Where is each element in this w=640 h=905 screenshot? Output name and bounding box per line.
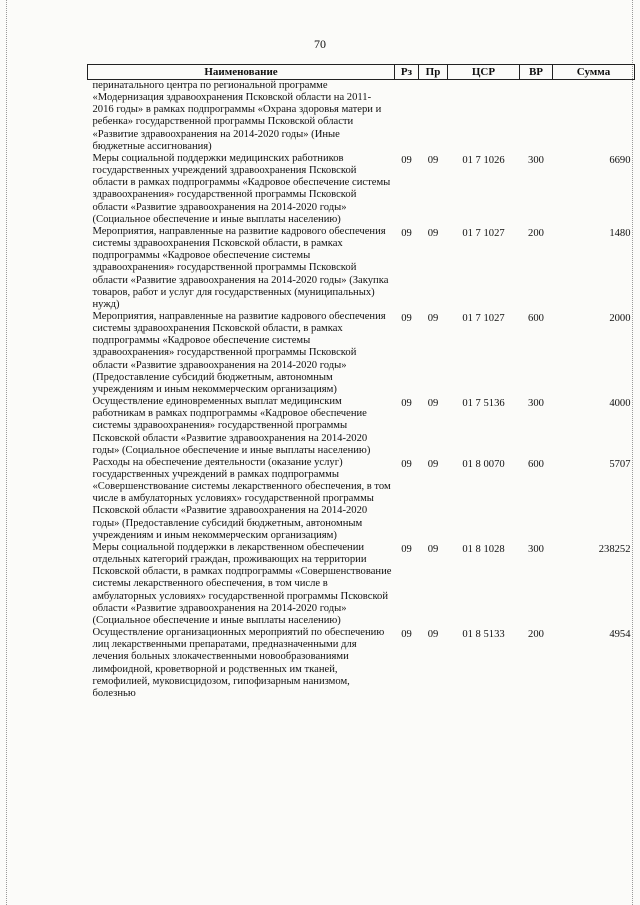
row-pr: 09 (427, 227, 439, 239)
row-rz: 09 (401, 227, 412, 239)
table-row (88, 542, 635, 627)
row-vr: 300 (528, 398, 544, 410)
row-csr: 01 8 0070 (462, 458, 505, 470)
row-csr (448, 80, 520, 153)
table-row (88, 627, 635, 700)
table-row (88, 396, 635, 457)
row-vr: 600 (528, 458, 544, 470)
row-csr: 01 7 1027 (462, 227, 505, 239)
row-sum: 6690 (609, 154, 631, 166)
table-row (88, 80, 635, 153)
row-csr: 01 7 1026 (462, 154, 505, 166)
row-name: Расходы на обеспечение деятельности (оказание услуг) государственных учреждений в рамках подпрограммы «Совершенствование системы лекарственного обеспечения, в том числе в амбулаторных условиях» государственной программы Псковской области «Развитие здравоохранения на 2014-2020 годы» (Предоставление субсидий бюджетным, автономным учреждениям и иным некоммерческим организациям) (92, 456, 391, 541)
row-vr (520, 80, 553, 153)
row-name: Меры социальной поддержки медицинских работников государственных учреждений здравоохранения Псковской области в рамках подпрограммы «Кадровое обеспечение системы здравоохранения» государственной программы Псковской области «Развитие здравоохранения на 2014-2020 годы» (Социальное обеспечение и иные выплаты населению) (92, 152, 391, 225)
row-pr: 09 (427, 458, 439, 470)
row-pr: 09 (427, 543, 439, 555)
header-name: Наименование (88, 65, 395, 80)
row-vr: 600 (528, 312, 544, 324)
row-sum: 5707 (609, 458, 631, 470)
row-sum: 238252 (598, 543, 631, 555)
row-sum (553, 80, 635, 153)
row-pr: 09 (427, 398, 439, 410)
header-pr: Пр (419, 65, 448, 80)
left-scan-edge (6, 0, 8, 905)
row-pr: 09 (427, 154, 439, 166)
table-row (88, 153, 635, 226)
row-pr: 09 (427, 629, 439, 641)
row-name: перинатального центра по региональной программе «Модернизация здравоохранения Псковской области на 2011-2016 годы» в рамках подпрограммы «Охрана здоровья матери и ребенка» государственной программы Псковской области «Развитие здравоохранения на 2014-2020 годы» (Иные бюджетные ассигнования) (92, 80, 382, 152)
budget-table (87, 64, 635, 700)
row-name: Мероприятия, направленные на развитие кадрового обеспечения системы здравоохранения Псковской области, в рамках подпрограммы «Кадровое обеспечение системы здравоохранения» государственной программы Псковской области «Развитие здравоохранения на 2014-2020 годы» (Закупка товаров, работ и услуг для государственных (муниципальных) нужд) (92, 225, 389, 310)
row-sum: 4954 (609, 629, 631, 641)
row-pr: 09 (427, 312, 439, 324)
table-row (88, 311, 635, 396)
table-header-row (88, 65, 635, 80)
row-sum: 4000 (609, 398, 631, 410)
row-vr: 300 (528, 154, 544, 166)
row-name: Мероприятия, направленные на развитие кадрового обеспечения системы здравоохранения Псковской области, в рамках подпрограммы «Кадровое обеспечение системы здравоохранения» государственной программы Псковской области «Развитие здравоохранения на 2014-2020 годы» (Предоставление субсидий бюджетным, автономным учреждениям и иным некоммерческим организациям) (92, 310, 386, 395)
table-row (88, 457, 635, 542)
row-sum: 2000 (609, 312, 631, 324)
row-rz: 09 (401, 543, 412, 555)
row-rz: 09 (401, 312, 412, 324)
page-number: 70 (314, 37, 326, 51)
header-rz: Рз (395, 65, 419, 80)
row-name: Осуществление единовременных выплат медицинским работникам в рамках подпрограммы «Кадровое обеспечение системы здравоохранения» государственной программы Псковской области «Развитие здравоохранения на 2014-2020 годы» (Социальное обеспечение и иные выплаты населению) (92, 396, 371, 456)
row-csr: 01 7 5136 (462, 398, 505, 410)
row-pr (419, 80, 448, 153)
row-rz (395, 80, 419, 153)
header-vr: ВР (520, 65, 553, 80)
row-csr: 01 8 1028 (462, 543, 505, 555)
header-sum: Сумма (553, 65, 635, 80)
row-rz: 09 (401, 154, 412, 166)
row-name: Меры социальной поддержки в лекарственном обеспечении отдельных категорий граждан, проживающих на территории Псковской области, в рамках подпрограммы «Совершенствование системы лекарственного обеспечения, в том числе в амбулаторных условиях» государственной программы Псковской области «Развитие здравоохранения на 2014-2020 годы» (Социальное обеспечение и иные выплаты населению) (92, 541, 392, 626)
table-row (88, 226, 635, 311)
row-name: Осуществление организационных мероприятий по обеспечению лиц лекарственными препаратами, предназначенными для лечения больных злокачественными новообразованиями лимфоидной, кроветворной и родственных им тканей, гемофилией, муковисцидозом, гипофизарным нанизмом, болезнью (92, 627, 385, 699)
row-csr: 01 8 5133 (462, 629, 505, 641)
row-rz: 09 (401, 629, 412, 641)
row-vr: 200 (528, 629, 544, 641)
row-vr: 200 (528, 227, 544, 239)
row-sum: 1480 (609, 227, 631, 239)
row-csr: 01 7 1027 (462, 312, 505, 324)
row-rz: 09 (401, 458, 412, 470)
row-rz: 09 (401, 398, 412, 410)
row-vr: 300 (528, 543, 544, 555)
header-csr: ЦСР (448, 65, 520, 80)
